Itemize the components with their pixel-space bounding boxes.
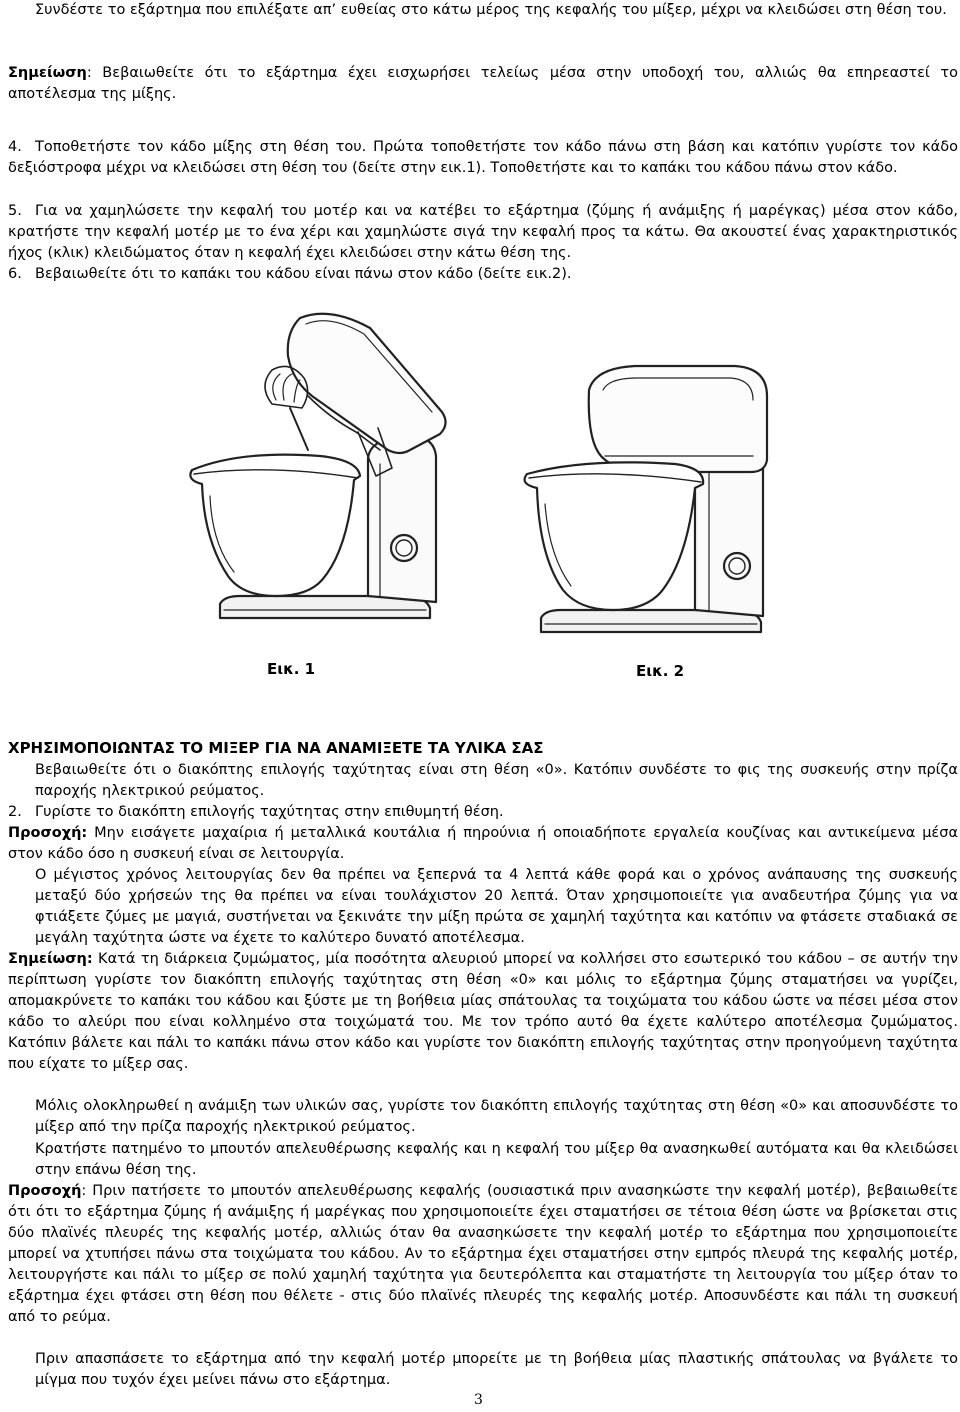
note-attachment <box>8 63 958 105</box>
item-2-text: Γυρίστε το διακόπτη επιλογής ταχύτητας στην επιθυμητή θέση. <box>35 804 504 820</box>
item-4-number <box>8 1096 35 1117</box>
note-2 <box>8 949 958 1075</box>
caution-2 <box>8 1181 958 1328</box>
item-2 <box>8 802 958 823</box>
item-3-text: Ο μέγιστος χρόνος λειτουργίας δεν θα πρέπει να ξεπερνά τα 4 λεπτά κάθε φορά και ο χρόνος ανάπαυσης της συσκευής μεταξύ δύο χρήσεών της θα πρέπει να είναι τουλάχιστον 20 λεπτά. Όταν χρησιμοποιείτε για αναδευτήρα ζύμης για να φτιάξετε ζύμες με μαγιά, συστήνεται να ξεκινάτε την μίξη πρώτα σε χαμηλή ταχύτητα και κατόπιν να φτάσετε σταδιακά σε μεγάλη ταχύτητα ώστε να έχετε το καλύτερο δυνατό αποτέλεσμα. <box>35 867 958 946</box>
step-4 <box>8 137 958 179</box>
item-6-text: Πριν απασπάσετε το εξάρτημα από την κεφαλή μοτέρ μπορείτε με τη βοήθεια μίας πλαστικής σπάτουλας να βγάλετε το μίγμα που τυχόν έχει μείνει πάνω στο εξάρτημα. <box>35 1351 958 1388</box>
step-5 <box>8 201 958 264</box>
figure-2-caption: Εικ. 2 <box>636 662 685 680</box>
caution-1-text: Μην εισάγετε μαχαίρια ή μεταλλικά κουτάλια ή πηρούνια ή οποιαδήποτε εργαλεία κουζίνας και αντικείμενα μέσα στον κάδο όσο η συσκευή είναι σε λειτουργία. <box>8 825 958 862</box>
item-6-number <box>8 1349 35 1370</box>
step-3-number <box>8 0 35 21</box>
step-4-number: 4. <box>8 139 22 155</box>
item-5-number <box>8 1139 35 1160</box>
step-5-number: 5. <box>8 203 22 219</box>
caution-2-text: : Πριν πατήσετε το μπουτόν απελευθέρωσης κεφαλής (ουσιαστικά πριν ανασηκώστε την κεφαλή μοτέρ), βεβαιωθείτε ότι ότι το εξάρτημα ζύμης ή ανάμιξης ή μαρέγκας που χρησιμοποιείτε έχει σταματήσει σε τέτοια θέση ώστε να βρίσκεται στις δύο πλαϊνές πλευρές της κεφαλής μοτέρ, αλλιώς όταν θα ανασηκώσετε την κεφαλή μοτέρ το εξάρτημα που χρησιμοποιείτε μπορεί να χτυπήσει πάνω στα τοιχώματα του κάδου. Αν το εξάρτημα έχει σταματήσει στην εμπρός πλευρά της κεφαλής μοτέρ, λειτουργήστε και πάλι το μίξερ σε πολύ χαμηλή ταχύτητα για δευτερόλεπτα και σταματήστε τη λειτουργία του μίξερ όταν το εξάρτημα έχει φτάσει στη θέση που θέλετε - στις δύο πλαϊνές πλευρές της κεφαλής μοτέρ. Αποσυνδέστε και πάλι τη συσκευή από το ρεύμα. <box>8 1183 958 1325</box>
item-5 <box>8 1139 958 1181</box>
step-5-text: Για να χαμηλώσετε την κεφαλή του μοτέρ και να κατέβει το εξάρτημα (ζύμης ή ανάμιξης ή μαρέγκας) μέσα στον κάδο, κρατήστε την κεφαλή μοτέρ με το ένα χέρι και χαμηλώστε σιγά την κεφαλή προς τα κάτω. Θα ακουστεί ένας χαρακτηριστικός ήχος (κλικ) κλειδώματος όταν η κεφαλή έχει κλειδώσει στην κάτω θέση της. <box>8 203 958 261</box>
caution-1-label: Προσοχή: <box>8 825 88 841</box>
item-2-number: 2. <box>8 804 22 820</box>
item-4 <box>8 1096 958 1138</box>
step-4-text: Τοποθετήστε τον κάδο μίξης στη θέση του. Πρώτα τοποθετήστε τον κάδο πάνω στη βάση και κατόπιν γυρίστε τον κάδο δεξιόστροφα μέχρι να κλειδώσει στη θέση του (δείτε στην εικ.1). Τοποθετήστε και το καπάκι του κάδου πάνω στον κάδο. <box>8 139 958 176</box>
item-5-text: Κρατήστε πατημένο το μπουτόν απελευθέρωσης κεφαλής και η κεφαλή του μίξερ θα ανασηκωθεί αυτόματα και θα κλειδώσει στην επάνω θέση της. <box>35 1141 958 1178</box>
note-text: : Βεβαιωθείτε ότι το εξάρτημα έχει εισχωρήσει τελείως μέσα στην υποδοχή του, αλλιώς θα επηρεαστεί το αποτέλεσμα της μίξης. <box>8 65 958 102</box>
step-6-number: 6. <box>8 266 22 282</box>
item-3-number <box>8 865 35 886</box>
item-3 <box>8 865 958 949</box>
note-2-text: Κατά τη διάρκεια ζυμώματος, μία ποσότητα αλευριού μπορεί να κολλήσει στο εσωτερικό του κάδου – σε αυτήν την περίπτωση γυρίστε τον διακόπτη επιλογής ταχύτητας στη θέση «0» και μόλις το εξάρτημα ζύμης σταματήσει να γυρίζει, απομακρύνετε το καπάκι του κάδου και ξύστε με τη βοήθεια μίας σπάτουλας τα τοιχώματα του κάδου ώστε να πέσει μέσα στον κάδο το αλεύρι που είναι κολλημένο στα τοιχώματά του. Με τον τρόπο αυτό θα έχετε καλύτερο αποτέλεσμα ζυμώματος. Κατόπιν βάλετε και πάλι το καπάκι πάνω στον κάδο και γυρίστε τον διακόπτη επιλογής ταχύτητας στην προηγούμενη ταχύτητα που είχατε το μίξερ σας. <box>8 951 958 1072</box>
mixer-head-up-illustration <box>180 300 480 635</box>
item-4-text: Μόλις ολοκληρωθεί η ανάμιξη των υλικών σας, γυρίστε τον διακόπτη επιλογής ταχύτητας στη θέση «0» και αποσυνδέστε το μίξερ από την πρίζα παροχής ηλεκτρικού ρεύματος. <box>35 1098 958 1135</box>
caution-2-label: Προσοχή <box>8 1183 82 1199</box>
item-1 <box>8 760 958 802</box>
mixer-head-down-illustration <box>505 360 795 645</box>
step-3-text: Συνδέστε το εξάρτημα που επιλέξατε απ’ ευθείας στο κάτω μέρος της κεφαλής του μίξερ, μέχρι να κλειδώσει στη θέση του. <box>35 2 947 18</box>
item-1-text: Βεβαιωθείτε ότι ο διακόπτης επιλογής ταχύτητας είναι στη θέση «0». Κατόπιν συνδέστε το φις της συσκευής στην πρίζα παροχής ηλεκτρικού ρεύματος. <box>35 762 958 799</box>
figure-1-caption: Εικ. 1 <box>267 660 316 678</box>
caution-1 <box>8 823 958 865</box>
step-6 <box>8 264 958 285</box>
page-number: 3 <box>474 1392 483 1408</box>
step-3 <box>8 0 958 21</box>
note-2-label: Σημείωση: <box>8 951 93 967</box>
section-heading: ΧΡΗΣΙΜΟΠΟΙΩΝΤΑΣ ΤΟ ΜΙΞΕΡ ΓΙΑ ΝΑ ΑΝΑΜΙΞΕΤΕ ΤΑ ΥΛΙΚΑ ΣΑΣ <box>8 739 544 757</box>
step-6-text: Βεβαιωθείτε ότι το καπάκι του κάδου είναι πάνω στον κάδο (δείτε εικ.2). <box>35 266 572 282</box>
item-1-number <box>8 760 35 781</box>
note-label: Σημείωση <box>8 65 87 81</box>
item-6 <box>8 1349 958 1391</box>
